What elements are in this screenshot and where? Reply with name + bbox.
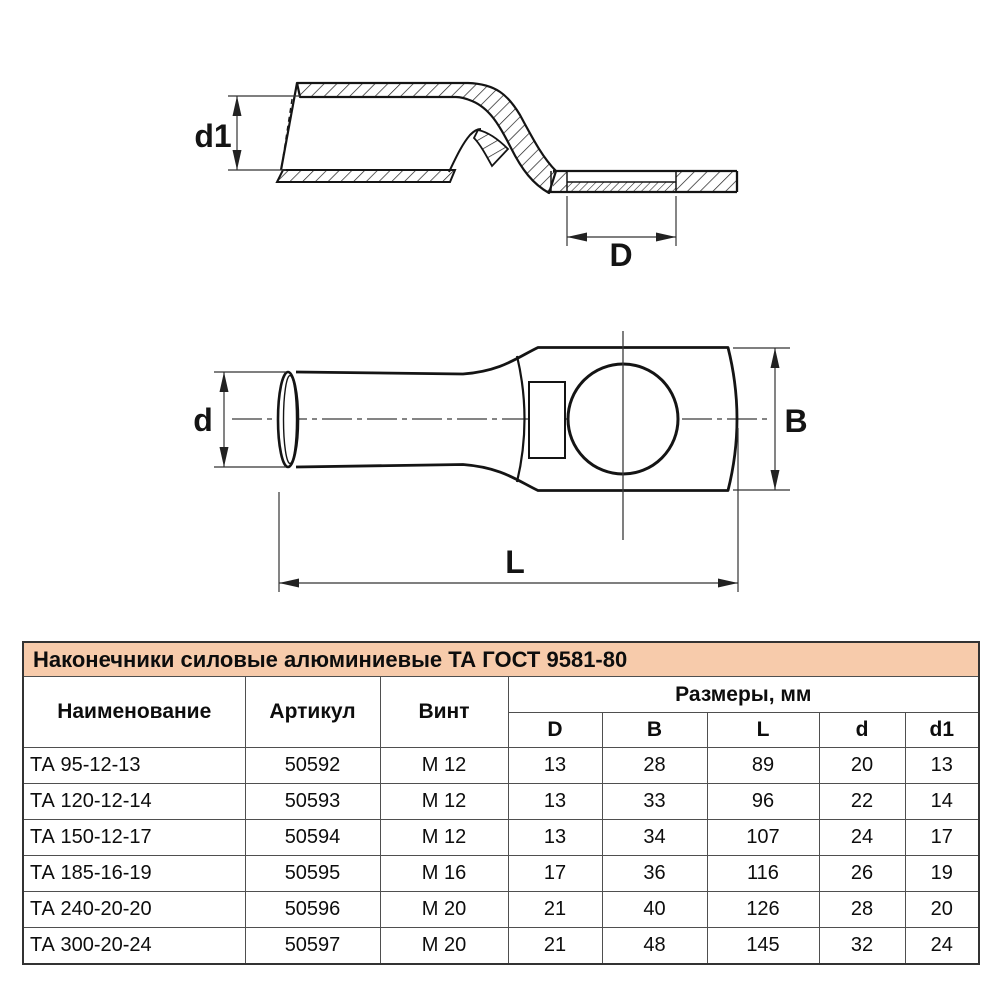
dim-L-arrow-left — [279, 579, 299, 588]
dim-label-D: D — [609, 237, 633, 273]
cell-d: 20 — [819, 748, 905, 784]
cell-L: 116 — [707, 856, 819, 892]
cell-screw: М 12 — [380, 748, 508, 784]
barrel-mouth-outer-ellipse — [278, 372, 298, 467]
dim-d-arrow-up — [220, 372, 229, 392]
table-row — [23, 928, 979, 965]
cell-d1: 13 — [905, 748, 979, 784]
cell-L: 145 — [707, 928, 819, 965]
cell-d1: 19 — [905, 856, 979, 892]
cell-D: 13 — [508, 748, 602, 784]
cell-L: 96 — [707, 784, 819, 820]
section-view — [194, 83, 737, 273]
palm-hole-bottom-strip-hatch — [567, 182, 676, 192]
col-header-dims-group: Размеры, мм — [508, 677, 979, 713]
col-header-d: d — [819, 713, 905, 748]
cell-name: ТА 240-20-20 — [23, 892, 245, 928]
cell-sku: 50597 — [245, 928, 380, 965]
cell-d: 24 — [819, 820, 905, 856]
dim-label-B: B — [784, 403, 808, 439]
col-header-D: D — [508, 713, 602, 748]
dim-d1-arrow-up — [233, 96, 242, 116]
table-title: Наконечники силовые алюминиевые ТА ГОСТ 9581-80 — [23, 642, 979, 677]
cell-name: ТА 150-12-17 — [23, 820, 245, 856]
cell-name: ТА 300-20-24 — [23, 928, 245, 965]
cell-D: 13 — [508, 784, 602, 820]
cell-d1: 24 — [905, 928, 979, 965]
cell-screw: М 16 — [380, 856, 508, 892]
cell-B: 36 — [602, 856, 707, 892]
cell-d1: 20 — [905, 892, 979, 928]
cell-d1: 17 — [905, 820, 979, 856]
col-header-L: L — [707, 713, 819, 748]
cell-D: 21 — [508, 928, 602, 965]
cell-d: 22 — [819, 784, 905, 820]
cell-sku: 50593 — [245, 784, 380, 820]
col-header-sku: Артикул — [245, 677, 380, 748]
table-title-row — [23, 642, 979, 677]
dim-B-arrow-up — [771, 348, 780, 368]
dim-label-d: d — [193, 402, 213, 438]
dim-D-arrow-right — [656, 233, 676, 242]
col-header-B: B — [602, 713, 707, 748]
cell-sku: 50595 — [245, 856, 380, 892]
cell-B: 40 — [602, 892, 707, 928]
cell-screw: М 20 — [380, 892, 508, 928]
inspection-window — [529, 382, 565, 458]
dim-d-arrow-down — [220, 447, 229, 467]
dim-B-arrow-down — [771, 470, 780, 490]
spec-table — [22, 641, 980, 965]
cell-sku: 50596 — [245, 892, 380, 928]
cell-name: ТА 120-12-14 — [23, 784, 245, 820]
table-row — [23, 748, 979, 784]
cell-B: 33 — [602, 784, 707, 820]
dim-label-L: L — [505, 544, 525, 580]
cell-d: 26 — [819, 856, 905, 892]
cell-L: 89 — [707, 748, 819, 784]
col-header-screw: Винт — [380, 677, 508, 748]
cell-L: 126 — [707, 892, 819, 928]
cell-screw: М 12 — [380, 784, 508, 820]
col-header-name: Наименование — [23, 677, 245, 748]
cell-D: 17 — [508, 856, 602, 892]
cell-B: 34 — [602, 820, 707, 856]
cell-B: 28 — [602, 748, 707, 784]
cell-sku: 50594 — [245, 820, 380, 856]
cell-sku: 50592 — [245, 748, 380, 784]
dim-label-d1: d1 — [194, 118, 232, 154]
cell-name: ТА 95-12-13 — [23, 748, 245, 784]
cell-d: 28 — [819, 892, 905, 928]
cell-D: 21 — [508, 892, 602, 928]
table-row — [23, 892, 979, 928]
palm-left-hatch — [553, 171, 567, 192]
table-row — [23, 784, 979, 820]
cell-B: 48 — [602, 928, 707, 965]
col-header-d1: d1 — [905, 713, 979, 748]
dim-D-arrow-left — [567, 233, 587, 242]
cell-d: 32 — [819, 928, 905, 965]
cell-screw: М 12 — [380, 820, 508, 856]
palm-right-hatch — [676, 171, 737, 192]
table-header-row-1 — [23, 677, 979, 713]
top-view — [193, 331, 807, 592]
section-fold-beak-hatch — [474, 130, 508, 166]
cell-name: ТА 185-16-19 — [23, 856, 245, 892]
table-row — [23, 856, 979, 892]
spec-table-container — [22, 641, 978, 965]
section-bottom-wall-hatch — [277, 170, 455, 182]
cell-D: 13 — [508, 820, 602, 856]
table-row — [23, 820, 979, 856]
dim-d1-arrow-down — [233, 150, 242, 170]
dim-L-arrow-right — [718, 579, 738, 588]
cell-screw: М 20 — [380, 928, 508, 965]
cell-L: 107 — [707, 820, 819, 856]
cell-d1: 14 — [905, 784, 979, 820]
